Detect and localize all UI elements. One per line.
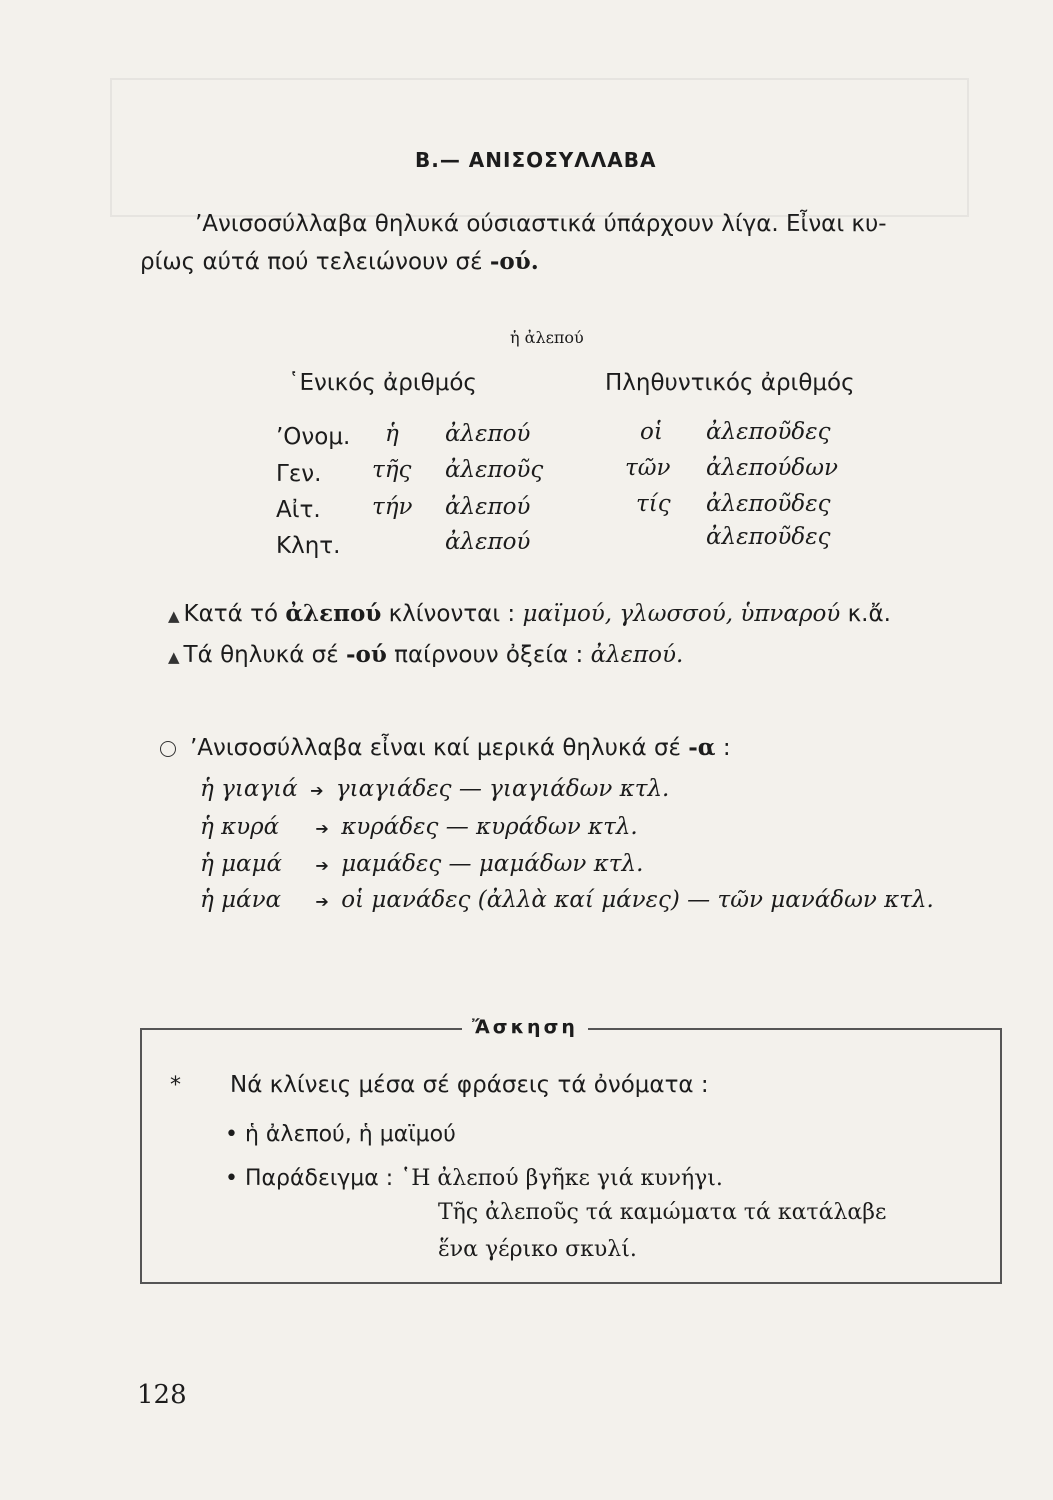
pl-noun: ἀλεποῦδες bbox=[706, 524, 831, 550]
intro-line-2 bbox=[140, 243, 985, 281]
example-sentence-1: ῾Η ἀλεπού βγῆκε γιά κυνήγι. bbox=[400, 1166, 723, 1191]
note-italic: ἀλεπού. bbox=[590, 642, 684, 668]
declension-table-title: ἡ ἀλεπού bbox=[510, 328, 584, 347]
feminine-a-colon: : bbox=[715, 735, 731, 761]
example-line bbox=[200, 814, 638, 840]
pl-noun: ἀλεπούδων bbox=[706, 455, 838, 481]
note-middle: παίρνουν ὀξεία : bbox=[386, 642, 591, 668]
task-marker: * bbox=[170, 1073, 181, 1098]
section-heading: Β.— ΑΝΙΣΟΣΥΛΛΑΒΑ bbox=[415, 148, 657, 172]
note-bold: ἀλεπού bbox=[285, 600, 382, 627]
intro-paragraph bbox=[140, 205, 985, 281]
feminine-a-ending: -α bbox=[688, 734, 716, 761]
pl-article: τῶν bbox=[625, 455, 671, 481]
example-right: κυράδες — κυράδων κτλ. bbox=[341, 814, 638, 840]
arrow-right-icon: ➔ bbox=[310, 856, 334, 875]
exercise-bullet-2 bbox=[225, 1166, 723, 1191]
circle-icon bbox=[160, 741, 176, 757]
note-italic: μαϊμού, γλωσσού, ὑπναρού bbox=[522, 601, 841, 627]
exercise-bullet-1 bbox=[225, 1122, 456, 1147]
sg-noun: ἀλεποῦς bbox=[445, 457, 544, 483]
example-line bbox=[200, 851, 643, 877]
note-declension bbox=[168, 600, 891, 627]
sg-noun: ἀλεπού bbox=[445, 529, 531, 555]
example-label: Παράδειγμα : bbox=[244, 1166, 401, 1191]
example-sentence-3: ἕνα γέρικο σκυλί. bbox=[438, 1237, 637, 1262]
example-left: ἡ κυρά bbox=[200, 814, 280, 840]
case-label: ’Ονομ. bbox=[276, 424, 351, 450]
bullet-icon: • bbox=[225, 1166, 245, 1191]
singular-header: ῾Ενικός ἀριθμός bbox=[288, 370, 477, 396]
example-line bbox=[200, 887, 934, 913]
exercise-task: Νά κλίνεις μέσα σέ φράσεις τά ὀνόματα : bbox=[230, 1072, 709, 1098]
example-left: ἡ μαμά bbox=[200, 851, 283, 877]
intro-line-1: ’Ανισοσύλλαβα θηλυκά ούσιαστικά ύπάρχουν λίγα. Εἶναι κυ- bbox=[195, 211, 887, 237]
page-number: 128 bbox=[137, 1380, 187, 1410]
pl-article: οἱ bbox=[640, 419, 663, 445]
note-accent bbox=[168, 641, 683, 668]
note-middle: κλίνονται : bbox=[381, 601, 523, 627]
note-bold: -ού bbox=[345, 641, 387, 668]
bullet-1-text: ἡ ἀλεπού, ἡ μαϊμού bbox=[244, 1122, 456, 1147]
example-sentence-2: Τῆς ἀλεποῦς τά καμώματα τά κατάλαβε bbox=[438, 1200, 887, 1225]
arrow-right-icon: ➔ bbox=[305, 781, 329, 800]
sg-article: τήν bbox=[372, 494, 413, 520]
triangle-icon: ▲ bbox=[168, 607, 180, 625]
intro-ending: -ού. bbox=[489, 248, 539, 275]
exercise-title: Ἄσκηση bbox=[462, 1016, 588, 1038]
triangle-icon: ▲ bbox=[168, 648, 180, 666]
intro-line-2-text: ρίως αύτά πού τελειώνουν σέ bbox=[140, 249, 490, 275]
case-label: Αἰτ. bbox=[276, 497, 321, 523]
feminine-a-intro bbox=[160, 734, 731, 761]
example-right: γιαγιάδες — γιαγιάδων κτλ. bbox=[335, 776, 670, 802]
example-line bbox=[200, 776, 669, 802]
sg-article: τῆς bbox=[372, 457, 412, 483]
example-right: οἱ μανάδες (ἀλλὰ καί μάνες) — τῶν μανάδων κτλ. bbox=[341, 887, 934, 913]
case-label: Κλητ. bbox=[276, 533, 341, 559]
sg-noun: ἀλεπού bbox=[445, 494, 531, 520]
note-suffix: κ.ἄ. bbox=[840, 601, 891, 627]
example-left: ἡ μάνα bbox=[200, 887, 282, 913]
note-prefix: Τά θηλυκά σέ bbox=[183, 642, 346, 668]
sg-article: ἡ bbox=[385, 421, 399, 447]
note-prefix: Κατά τό bbox=[183, 601, 286, 627]
arrow-right-icon: ➔ bbox=[310, 819, 334, 838]
sg-noun: ἀλεπού bbox=[445, 421, 531, 447]
feminine-a-intro-text: ’Ανισοσύλλαβα εἶναι καί μερικά θηλυκά σέ bbox=[190, 735, 689, 761]
bullet-icon: • bbox=[225, 1122, 245, 1147]
pl-noun: ἀλεποῦδες bbox=[706, 491, 831, 517]
case-label: Γεν. bbox=[276, 461, 322, 487]
arrow-right-icon: ➔ bbox=[310, 892, 334, 911]
pl-article: τίς bbox=[636, 491, 671, 517]
plural-header: Πληθυντικός ἀριθμός bbox=[605, 370, 855, 396]
example-right: μαμάδες — μαμάδων κτλ. bbox=[341, 851, 644, 877]
example-left: ἡ γιαγιά bbox=[200, 776, 298, 802]
pl-noun: ἀλεποῦδες bbox=[706, 419, 831, 445]
